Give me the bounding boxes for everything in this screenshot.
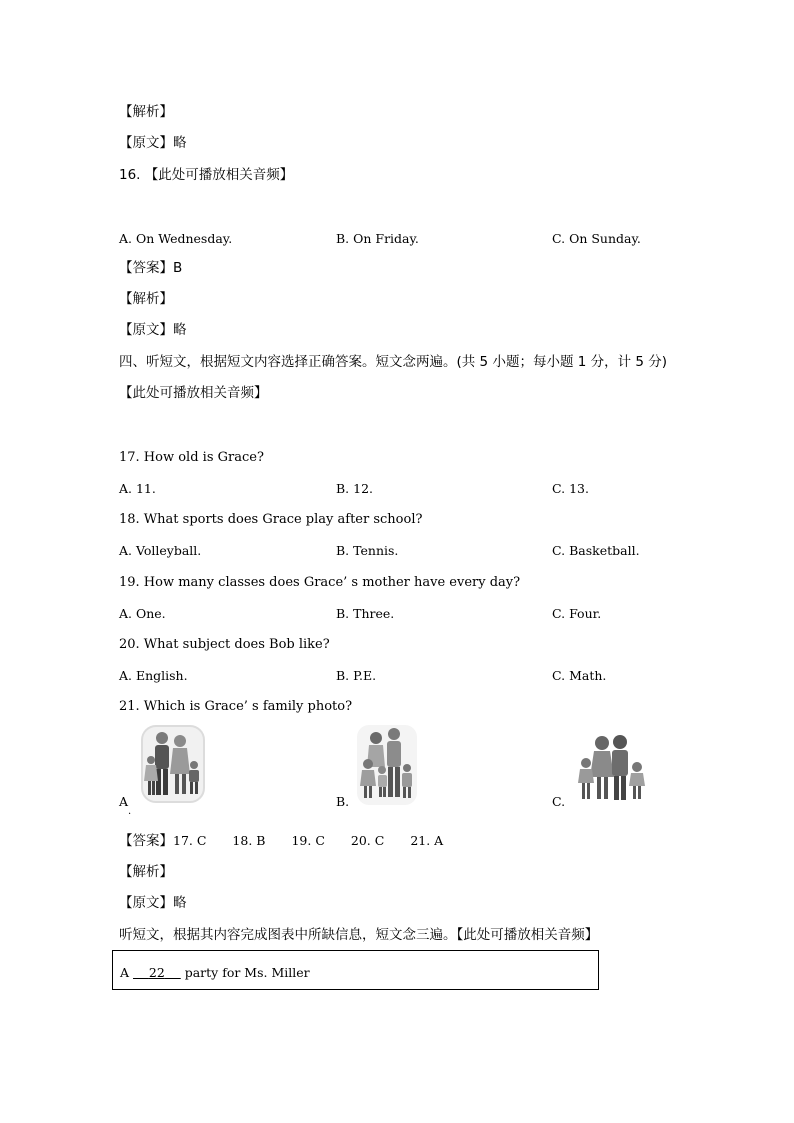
question-18: 18. What sports does Grace play after school? — [119, 512, 423, 527]
question-20: 20. What subject does Bob like? — [119, 637, 330, 652]
q18-option-c: C. Basketball. — [552, 543, 640, 558]
q17-option-b: B. 12. — [336, 481, 374, 496]
analysis-heading: 【解析】 — [119, 864, 173, 880]
q18-option-b: B. Tennis. — [336, 543, 399, 558]
blank-22 — [133, 965, 181, 980]
q21-option-b: B. — [336, 794, 350, 809]
original-text-line: 【原文】略 — [119, 322, 187, 338]
answer-label: 【答案】 — [119, 833, 173, 849]
info-table — [112, 950, 599, 990]
q16-option-a: A. On Wednesday. — [119, 231, 233, 246]
analysis-heading: 【解析】 — [119, 291, 173, 307]
q21-option-a-dot: . — [128, 806, 132, 817]
q21-option-a: A — [119, 794, 129, 809]
q20-option-b: B. P.E. — [336, 668, 377, 683]
answer-18: 18. B — [232, 833, 266, 848]
answer-16: 【答案】B — [119, 260, 183, 276]
question-19: 19. How many classes does Grace’ s mother have every day? — [119, 575, 521, 590]
answer-20: 20. C — [350, 833, 385, 848]
family-photo-b — [356, 724, 418, 806]
answers-17-21 — [119, 833, 469, 849]
section-5-instructions: 听短文，根据其内容完成图表中所缺信息，短文念三遍。【此处可播放相关音频】 — [119, 927, 599, 943]
answer-17: 17. C — [173, 833, 207, 848]
q19-option-a: A. One. — [119, 606, 166, 621]
blank-22-number: 22 — [148, 965, 165, 980]
original-text-line: 【原文】略 — [119, 135, 187, 151]
q20-option-a: A. English. — [119, 668, 188, 683]
q20-option-c: C. Math. — [552, 668, 607, 683]
analysis-heading: 【解析】 — [119, 104, 173, 120]
q21-option-c: C. — [552, 794, 566, 809]
family-photo-c — [576, 733, 648, 803]
question-17: 17. How old is Grace? — [119, 450, 264, 465]
family-photo-a — [140, 724, 206, 804]
question-16-audio: 16. 【此处可播放相关音频】 — [119, 167, 294, 183]
table-row — [120, 965, 310, 980]
q19-option-b: B. Three. — [336, 606, 395, 621]
q16-option-c: C. On Sunday. — [552, 231, 641, 246]
q16-option-b: B. On Friday. — [336, 231, 419, 246]
q19-option-c: C. Four. — [552, 606, 602, 621]
q17-option-a: A. 11. — [119, 481, 156, 496]
original-text-line: 【原文】略 — [119, 895, 187, 911]
answer-21: 21. A — [410, 833, 444, 848]
question-21: 21. Which is Grace’ s family photo? — [119, 699, 353, 714]
answer-19: 19. C — [291, 833, 325, 848]
table-prefix: A — [120, 965, 130, 980]
section-4-audio: 【此处可播放相关音频】 — [119, 385, 268, 401]
table-suffix: party for Ms. Miller — [184, 965, 310, 980]
q18-option-a: A. Volleyball. — [119, 543, 202, 558]
q17-option-c: C. 13. — [552, 481, 589, 496]
section-4-instructions: 四、听短文，根据短文内容选择正确答案。短文念两遍。(共 5 小题；每小题 1 分，计 5 分) — [119, 354, 668, 370]
